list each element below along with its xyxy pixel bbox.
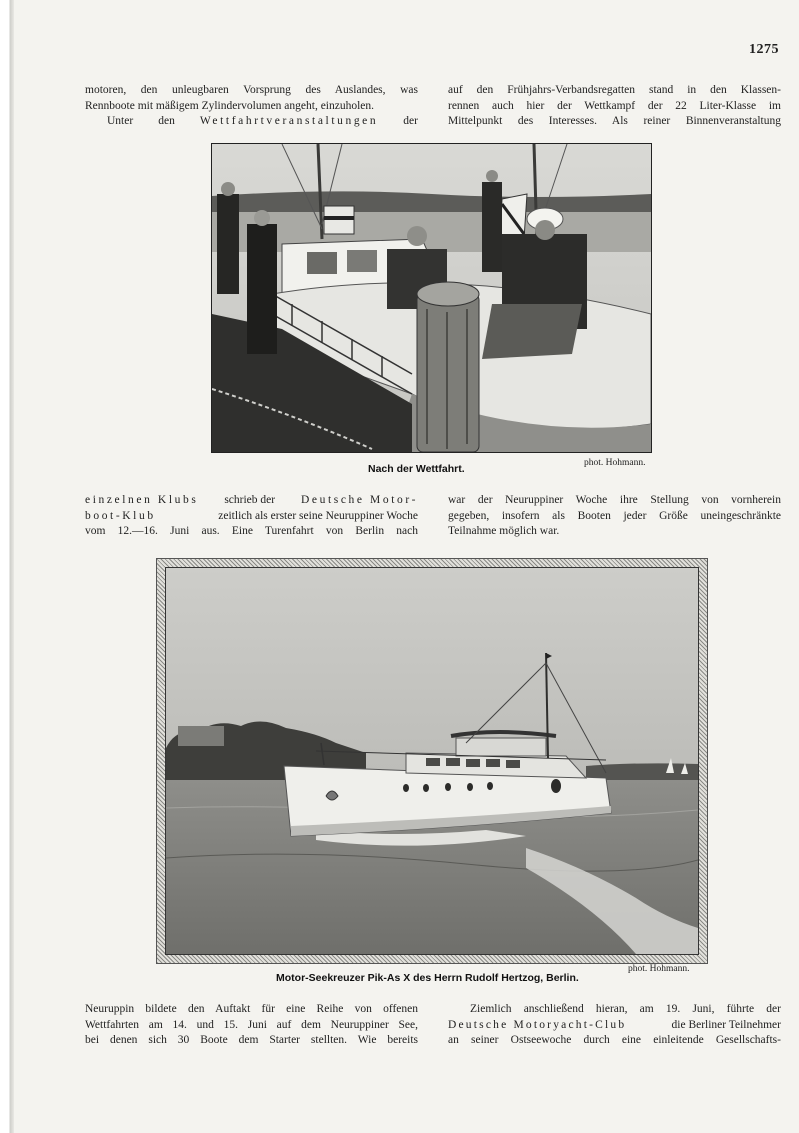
top-right-column — [448, 83, 781, 130]
text-line — [448, 1018, 781, 1034]
text-line: war der Neuruppiner Woche ihre Stellung von vornherein — [448, 494, 781, 506]
text-word: den — [158, 115, 175, 127]
photo-after-race-image — [212, 144, 651, 452]
text-word: zeitlich als erster seine Neuruppiner Woche — [218, 509, 418, 522]
bottom-right-column — [448, 1002, 781, 1049]
text-line — [85, 509, 418, 525]
middle-right-column — [448, 493, 781, 540]
text-line: an seiner Ostseewoche durch eine einleitende Gesellschafts- — [448, 1034, 781, 1046]
top-left-column — [85, 83, 418, 130]
text-line: bei denen sich 30 Boote dem Starter stellten. Wie bereits — [85, 1034, 418, 1046]
text-line: rennen auch hier der Wettkampf der 22 Liter-Klasse im — [448, 99, 781, 112]
text-line: Neuruppin bildete den Auftakt für eine Reihe von offenen — [85, 1003, 418, 1015]
text-line: Mittelpunkt des Interesses. Als reiner Binnenveranstaltung — [448, 115, 781, 127]
text-line: gegeben, insofern als Booten jeder Größe uneingeschränkte — [448, 509, 781, 522]
photo-motor-cruiser-caption: Motor-Seekreuzer Pik-As X des Herrn Rudolf Hertzog, Berlin. — [276, 972, 579, 984]
text-line: vom 12.—16. Juni aus. Eine Turenfahrt von Berlin nach — [85, 525, 418, 537]
photo-after-race-credit: phot. Hohmann. — [584, 458, 646, 468]
middle-left-column — [85, 493, 418, 540]
photo-motor-cruiser-image — [166, 568, 698, 954]
text-line — [85, 114, 418, 130]
photo-motor-cruiser-credit: phot. Hohmann. — [628, 964, 690, 974]
spaced-term: boot-Klub — [85, 509, 156, 522]
spaced-term: Wettfahrtveranstaltungen — [199, 115, 379, 127]
text-word: der — [403, 115, 418, 127]
text-line: Rennboote mit mäßigem Zylindervolumen angeht, einzuholen. — [85, 99, 375, 112]
photo-after-race-caption: Nach der Wettfahrt. — [368, 463, 465, 475]
photo-motor-cruiser — [165, 567, 699, 955]
text-word: die Berliner Teilnehmer — [671, 1018, 781, 1031]
text-line: Ziemlich anschließend hieran, am 19. Juni, führte der — [470, 1003, 781, 1015]
text-line: motoren, den unleugbaren Vorsprung des Auslandes, was — [85, 84, 418, 96]
text-word: schrieb der — [224, 494, 276, 506]
photo-motor-cruiser-frame — [156, 558, 708, 964]
text-word: Unter — [107, 115, 134, 127]
text-line: auf den Frühjahrs-Verbandsregatten stand in den Klassen- — [448, 84, 781, 96]
text-line: Teilnahme möglich war. — [448, 525, 560, 537]
text-line — [85, 493, 418, 509]
page-number: 1275 — [749, 42, 779, 57]
bottom-left-column — [85, 1002, 418, 1049]
spaced-term: einzelnen Klubs — [85, 494, 199, 506]
spaced-term: Deutsche Motoryacht-Club — [448, 1018, 627, 1031]
text-line: Wettfahrten am 14. und 15. Juni auf dem Neuruppiner See, — [85, 1018, 418, 1031]
spaced-term: Deutsche Motor- — [300, 494, 418, 506]
page-binding-edge — [0, 0, 14, 1133]
photo-after-race — [211, 143, 652, 453]
